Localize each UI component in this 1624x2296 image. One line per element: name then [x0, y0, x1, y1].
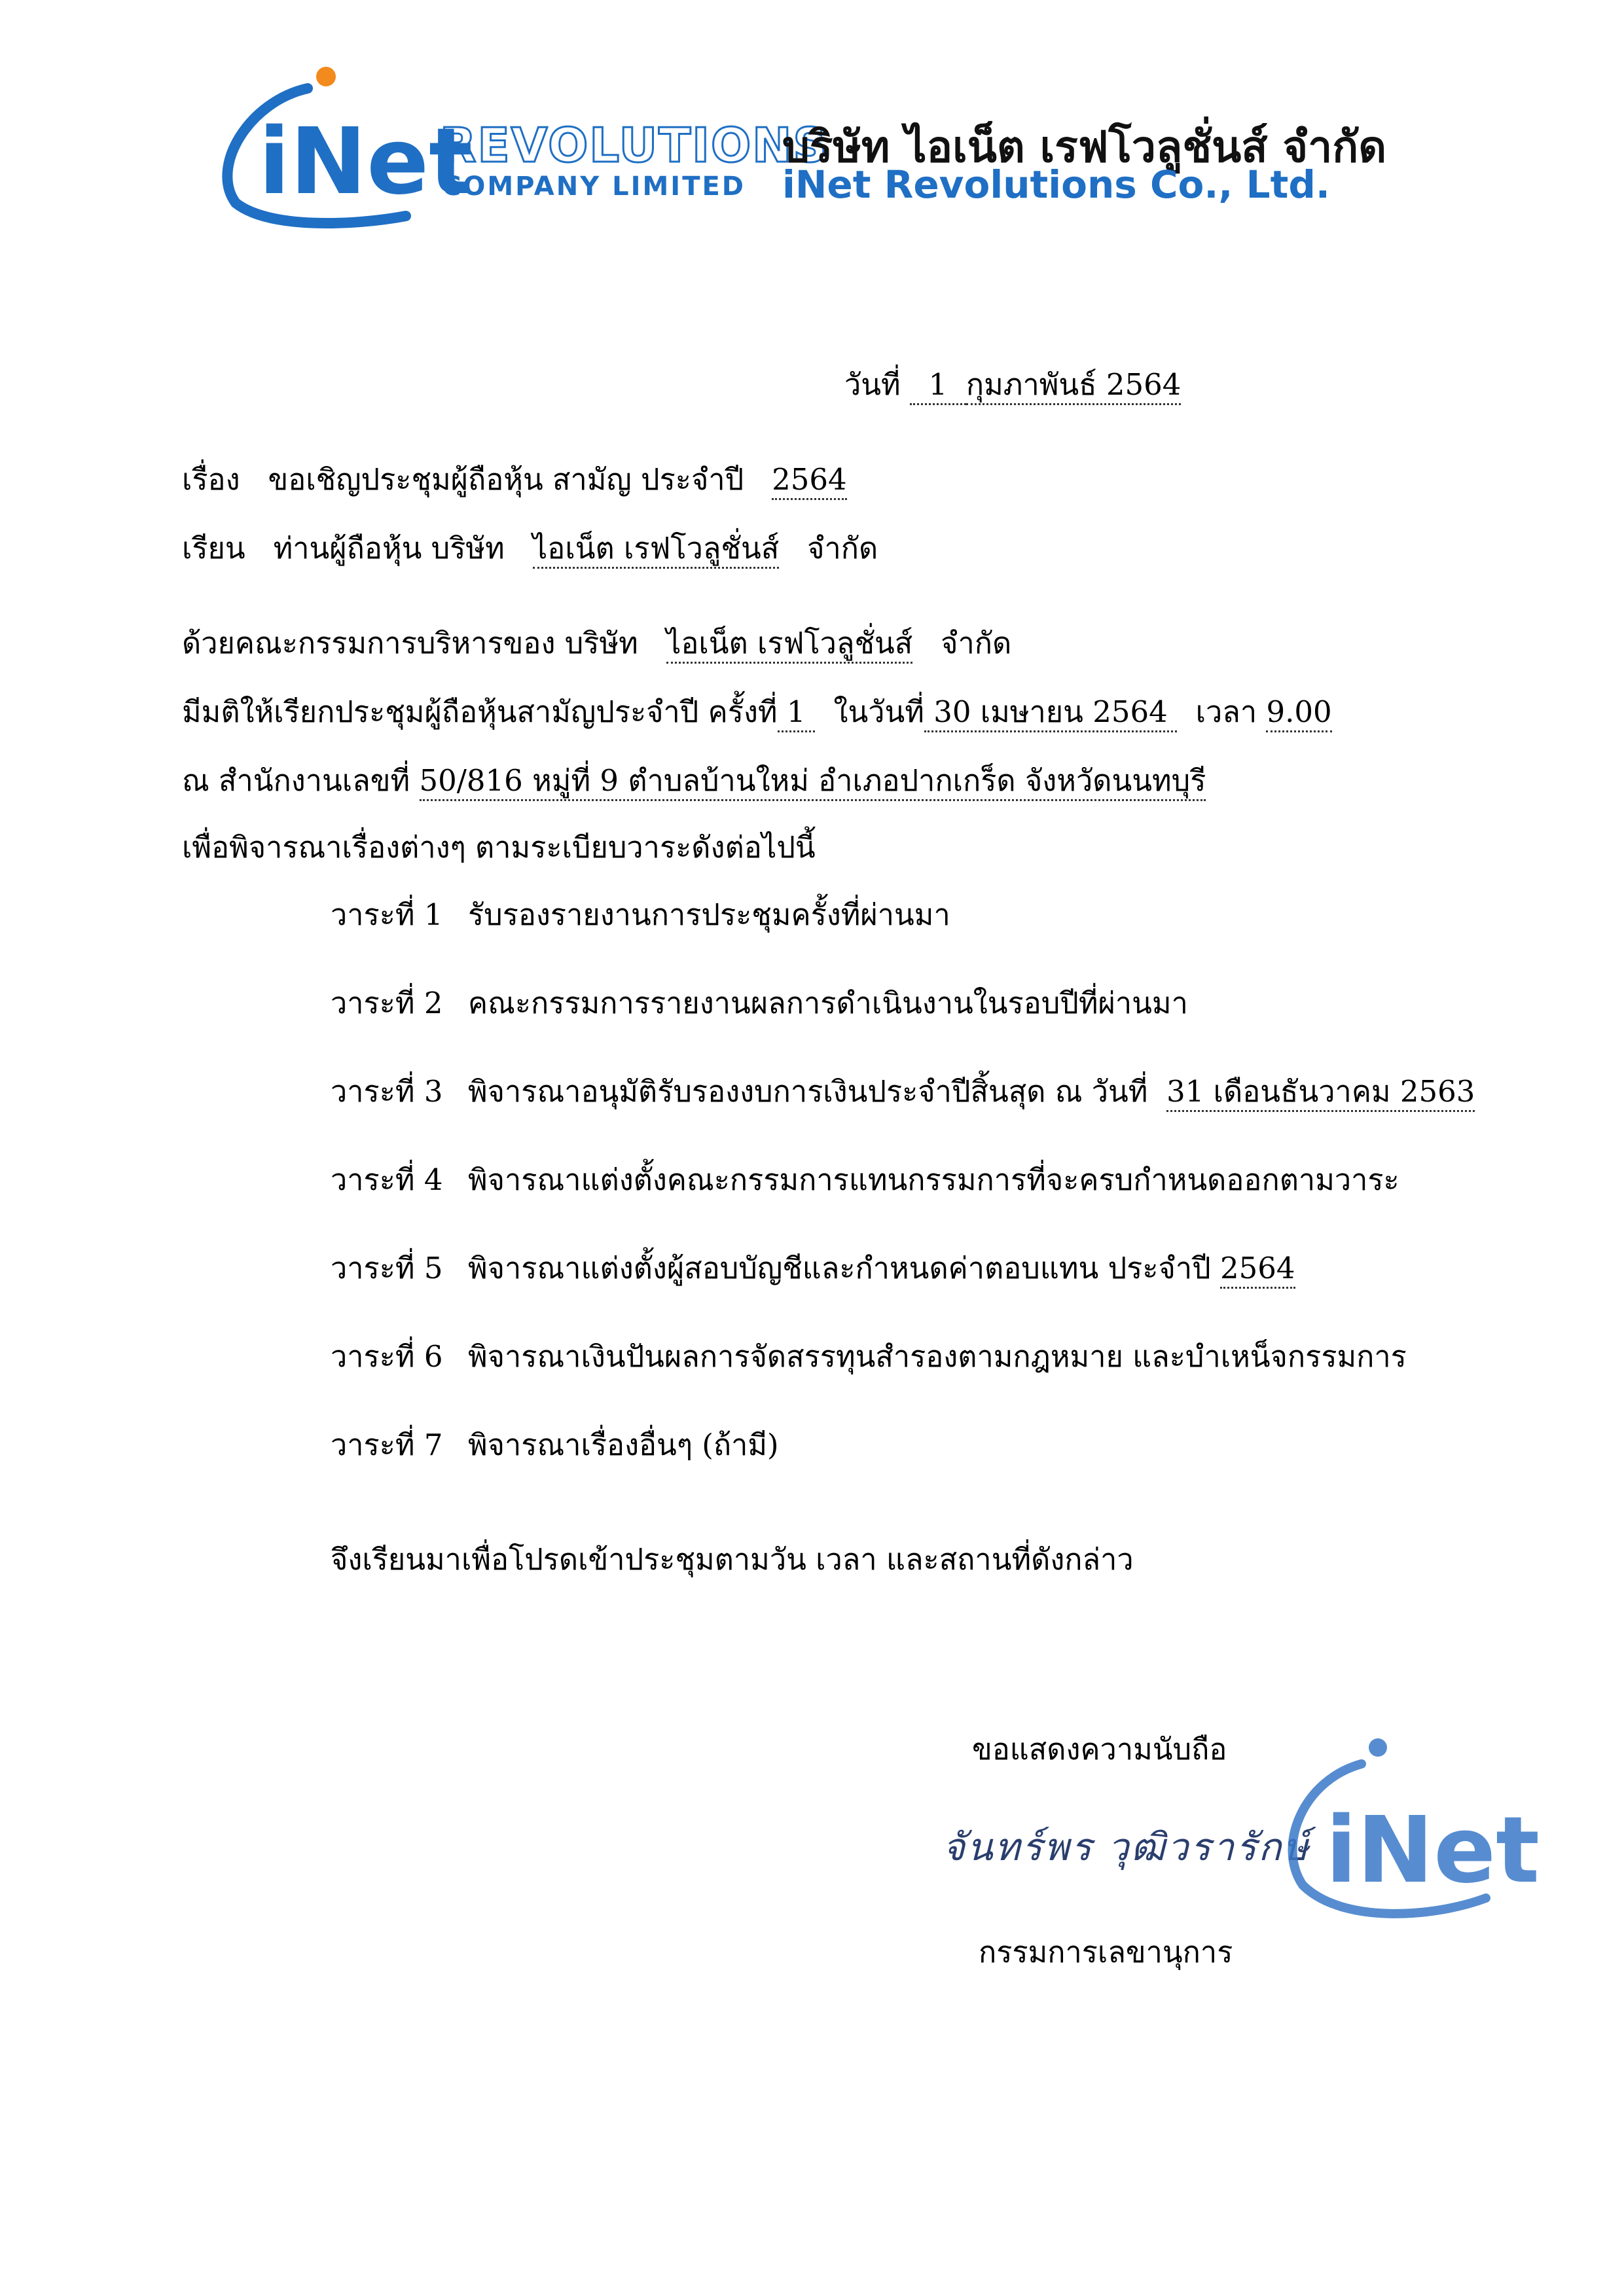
- body-paragraph-1: [182, 628, 1011, 658]
- agenda-number: วาระที่ 1: [331, 897, 443, 932]
- recipient-text: ท่านผู้ถือหุ้น บริษัท: [273, 531, 505, 565]
- handwritten-signature: จันทร์พร วุฒิวรารักษ์: [943, 1825, 1310, 1869]
- meeting-date: 30 เมษายน 2564: [924, 694, 1177, 732]
- agenda-number: วาระที่ 7: [331, 1427, 443, 1462]
- agenda-item: [331, 1253, 1295, 1283]
- date-label: วันที่: [844, 367, 901, 402]
- signatory-title: กรรมการเลขานุการ: [979, 1935, 1233, 1969]
- agenda-item: [331, 1339, 1407, 1374]
- subject-label: เรื่อง: [182, 462, 240, 497]
- meeting-time-label: เวลา: [1195, 694, 1257, 729]
- inet-logo-mark: [209, 62, 473, 232]
- company-name-english: iNet Revolutions Co., Ltd.: [782, 162, 1330, 207]
- agenda-text: พิจารณาแต่งตั้งคณะกรรมการแทนกรรมการที่จะครบกำหนดออกตามวาระ: [468, 1162, 1399, 1197]
- recipient-line: [182, 533, 878, 563]
- regards-text: ขอแสดงความนับถือ: [972, 1732, 1227, 1767]
- brand-revolutions: REVOLUTIONS: [440, 118, 829, 173]
- recipient-label: เรียน: [182, 531, 245, 565]
- body-company: ไอเน็ต เรฟโวลูชั่นส์: [666, 626, 913, 664]
- recipient-suffix: จำกัด: [807, 531, 878, 565]
- body-suffix: จำกัด: [941, 626, 1012, 660]
- agenda-item: [331, 1162, 1399, 1197]
- agenda-text: พิจารณาเรื่องอื่นๆ (ถ้ามี): [468, 1427, 779, 1462]
- company-logo: [209, 62, 473, 232]
- company-name-thai: บริษัท ไอเน็ต เรฟโวลูชั่นส์ จำกัด: [782, 122, 1387, 172]
- body-text: ด้วยคณะกรรมการบริหารของ บริษัท: [182, 626, 638, 660]
- svg-text:iNet: iNet: [1326, 1797, 1540, 1904]
- agenda-item: [331, 1427, 779, 1462]
- agenda-number: วาระที่ 6: [331, 1339, 443, 1374]
- agenda-text: พิจารณาเงินปันผลการจัดสรรทุนสำรองตามกฎหมาย และบำเหน็จกรรมการ: [468, 1339, 1407, 1374]
- agenda-number: วาระที่ 3: [331, 1074, 443, 1109]
- date-day: 1: [910, 367, 966, 405]
- inet-stamp-mark: [1263, 1728, 1540, 1937]
- address-label: ณ สำนักงานเลขที่: [182, 763, 410, 798]
- svg-text:iNet: iNet: [259, 109, 473, 215]
- body-paragraph-2: [182, 694, 1332, 729]
- meeting-text: มีมติให้เรียกประชุมผู้ถือหุ้นสามัญประจำปี ครั้งที่: [182, 694, 778, 729]
- meeting-no: 1: [778, 694, 815, 732]
- date-month-year: กุมภาพันธ์ 2564: [966, 367, 1182, 405]
- agenda-number: วาระที่ 2: [331, 986, 443, 1020]
- subject-year: 2564: [772, 462, 847, 500]
- agenda-item: [331, 1074, 1475, 1109]
- agenda-item: [331, 988, 1188, 1018]
- body-paragraph-3: [182, 763, 1206, 798]
- agenda-item: [331, 897, 950, 932]
- agenda-text: พิจารณาอนุมัติรับรองงบการเงินประจำปีสิ้นสุด ณ วันที่: [468, 1074, 1148, 1109]
- meeting-date-label: ในวันที่: [833, 694, 924, 729]
- body-paragraph-4: เพื่อพิจารณาเรื่องต่างๆ ตามระเบียบวาระดังต่อไปนี้: [182, 830, 816, 865]
- company-stamp: [1263, 1728, 1540, 1940]
- subject-line: [182, 462, 847, 497]
- meeting-time: 9.00: [1266, 694, 1331, 732]
- subject-text: ขอเชิญประชุมผู้ถือหุ้น สามัญ ประจำปี: [268, 462, 744, 497]
- agenda-text: พิจารณาแต่งตั้งผู้สอบบัญชีและกำหนดค่าตอบแทน ประจำปี: [468, 1251, 1211, 1285]
- agenda-number: วาระที่ 5: [331, 1251, 443, 1285]
- agenda-date: 31 เดือนธันวาคม 2563: [1166, 1074, 1475, 1112]
- date-line: [844, 367, 1182, 402]
- brand-company-limited: COMPANY LIMITED: [442, 171, 746, 202]
- agenda-number: วาระที่ 4: [331, 1162, 443, 1197]
- agenda-text: คณะกรรมการรายงานผลการดำเนินงานในรอบปีที่ผ่านมา: [468, 986, 1188, 1020]
- recipient-company: ไอเน็ต เรฟโวลูชั่นส์: [533, 531, 780, 569]
- closing-sentence: จึงเรียนมาเพื่อโปรดเข้าประชุมตามวัน เวลา และสถานที่ดังกล่าว: [331, 1542, 1134, 1577]
- agenda-text: รับรองรายงานการประชุมครั้งที่ผ่านมา: [468, 897, 950, 932]
- agenda-year: 2564: [1220, 1251, 1295, 1289]
- address-value: 50/816 หมู่ที่ 9 ตำบลบ้านใหม่ อำเภอปากเกร็ด จังหวัดนนทบุรี: [420, 763, 1206, 801]
